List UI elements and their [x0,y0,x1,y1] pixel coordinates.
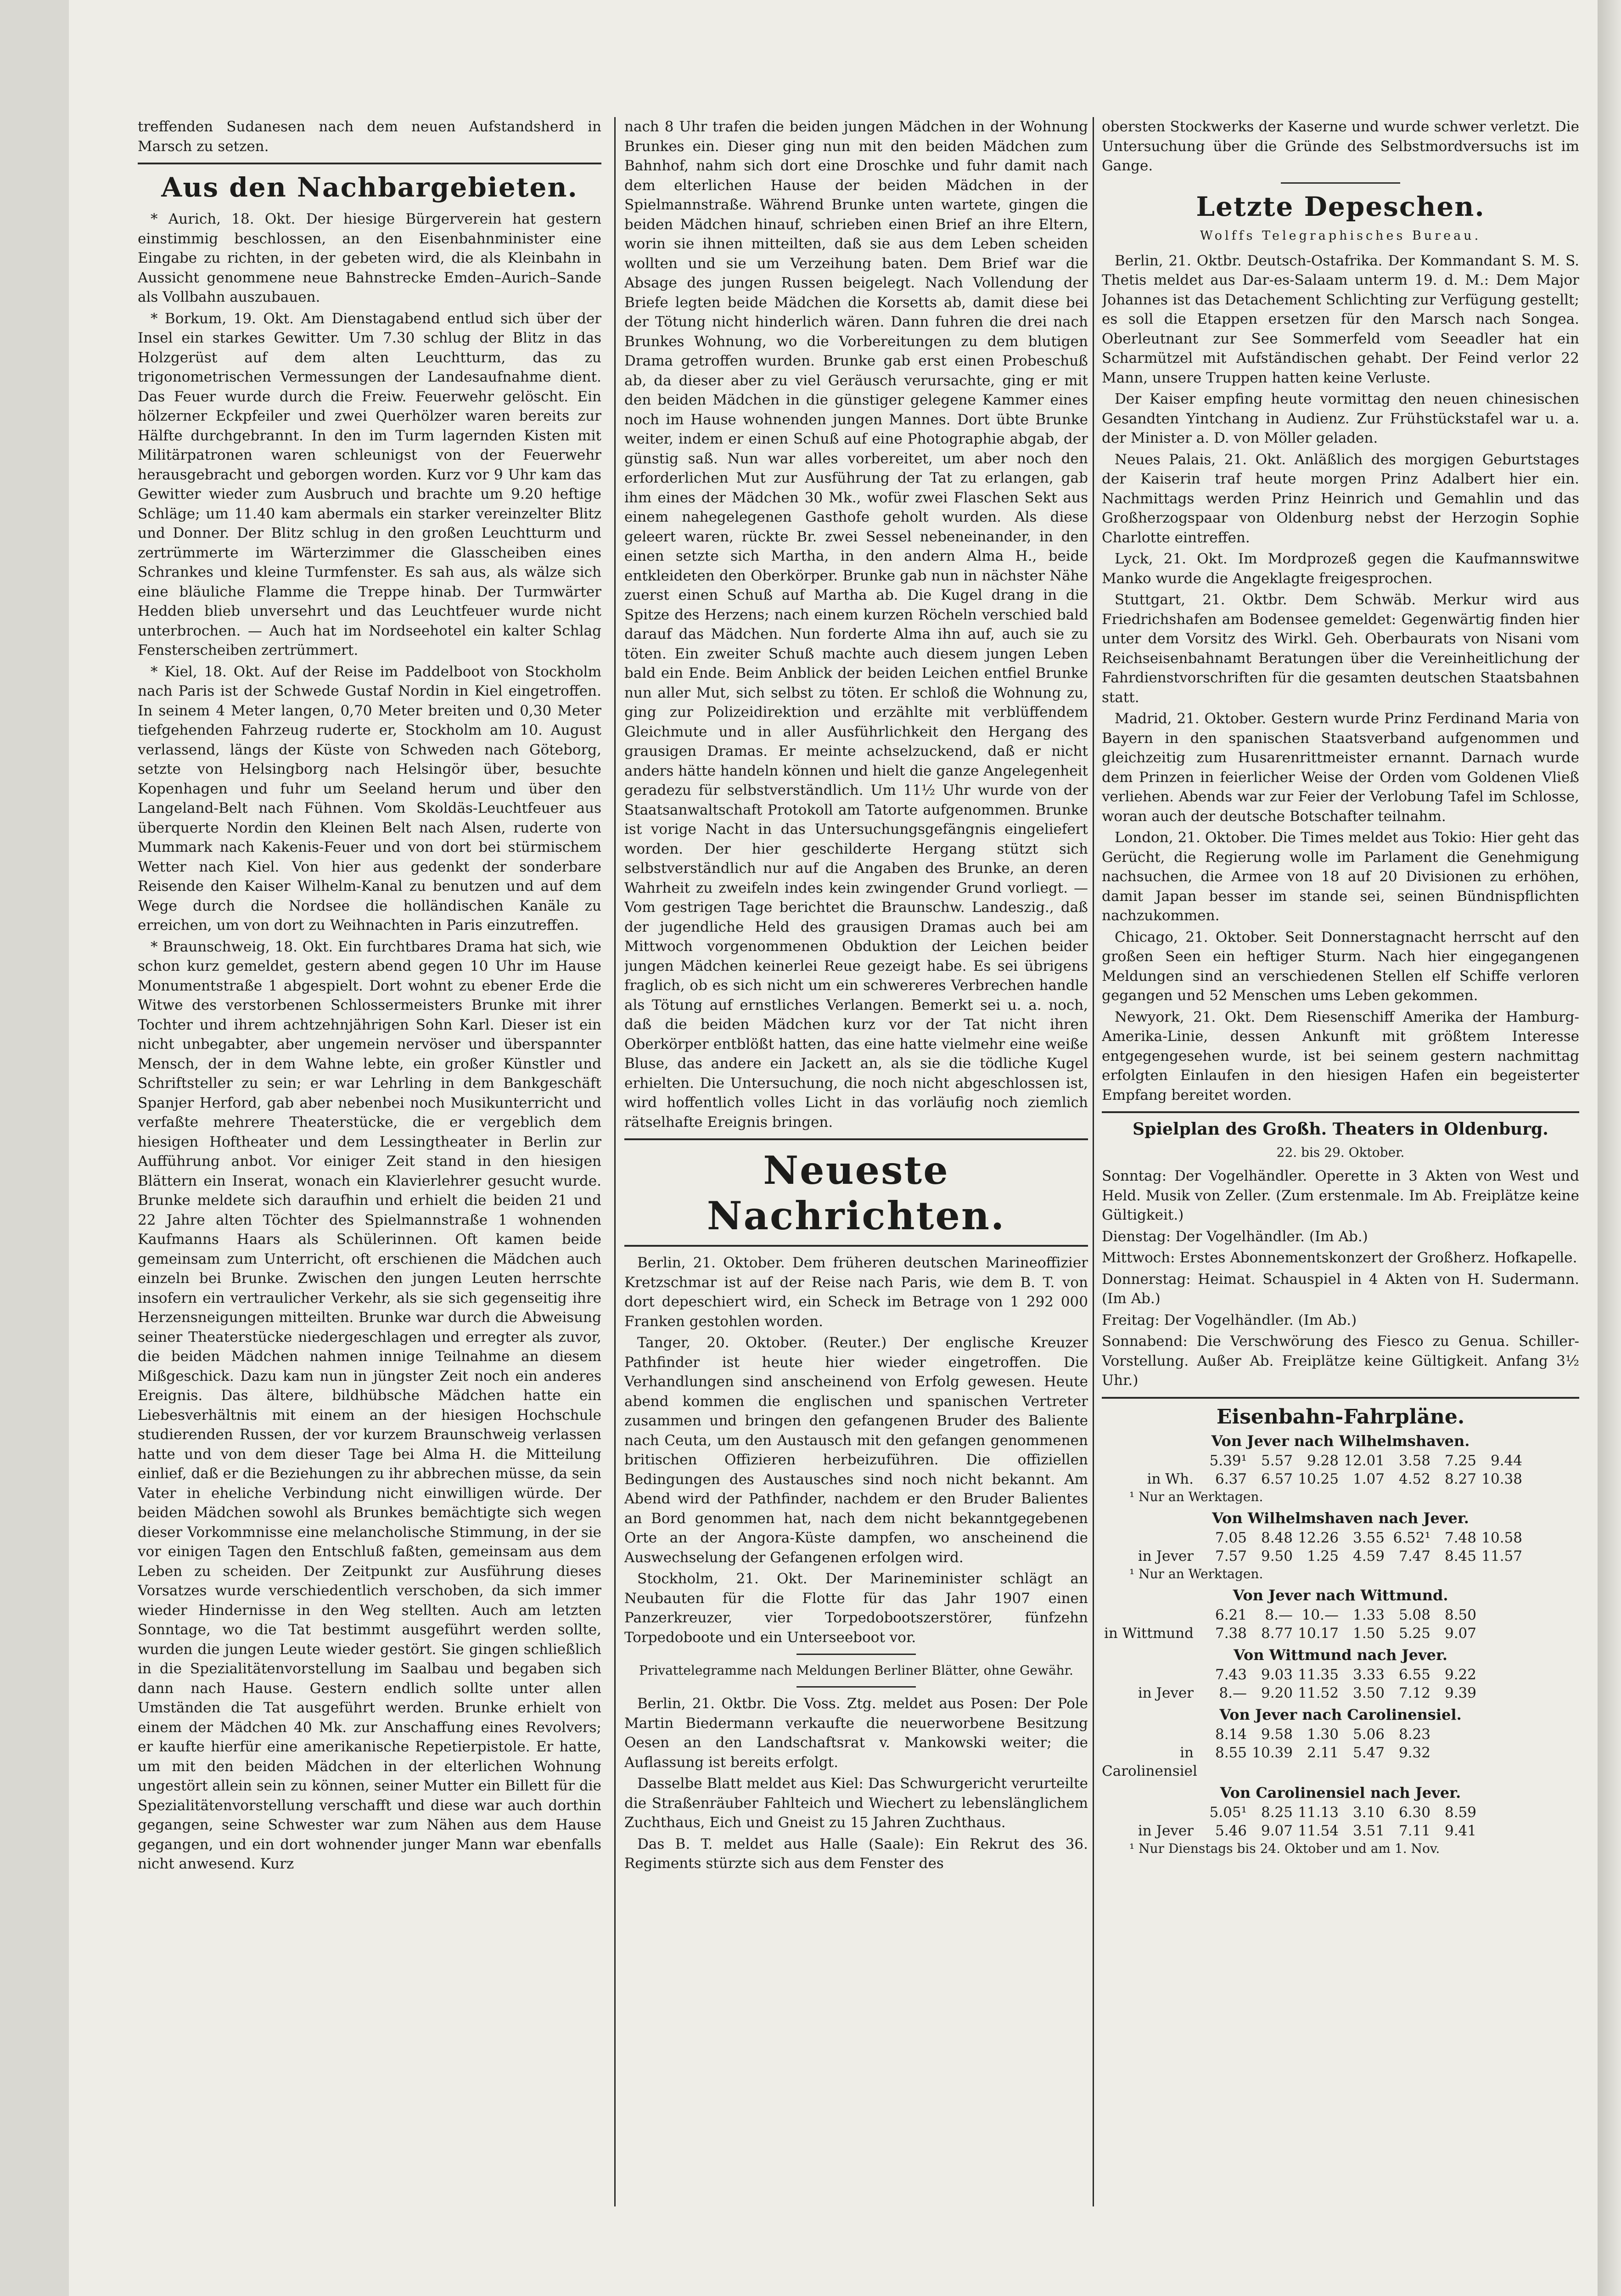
timetable-time: 9.50 [1261,1548,1293,1564]
timetable-time: 3.55 [1352,1529,1385,1546]
timetable-row-label [1102,1666,1201,1684]
timetable-row-label: in Jever [1138,1684,1194,1701]
timetable-time: 11.35 [1298,1666,1339,1683]
dispatch-berlin-ostafrika: Berlin, 21. Oktbr. Deutsch-Ostafrika. Der Kommandant S. M. S. Thetis meldet aus Dar-es-Salaam unterm 19. d. M.: Dem Major Johannes ist das Detachement Schlichting zur Verfügung gestellt; es soll die Etappen ersetzen für den Marsch nach Songea. Oberleutnant zur See Sommerfeld vom Seeadler hat ein Scharmützel mit Aufständischen gehabt. Der Feind verlor 22 Mann, unsere Truppen hatten keine Verluste. [1102,252,1579,386]
timetable-time: 6.21 [1215,1606,1247,1623]
spielplan-entry: Mittwoch: Erstes Abonnementskonzert der Großherz. Hofkapelle. [1102,1249,1577,1266]
section-rule [624,1245,1088,1247]
dispatch-neues-palais: Neues Palais, 21. Okt. Anläßlich des morgigen Geburtstages der Kaiserin traf heute morgen Prinz Adalbert hier ein. Nachmittags werden Prinz Heinrich und Gemahlin und das Großherzogspaar von Oldenburg nebst der Herzogin Sophie Charlotte eintreffen. [1102,451,1579,546]
column-1 [138,117,601,2206]
timetable-time: 2.11 [1307,1744,1339,1761]
timetable-time: 6.57 [1261,1470,1293,1487]
timetable-time: 8.14 [1215,1726,1247,1743]
timetable-row [1102,1666,1579,1684]
timetable-route-title: Von Wittmund nach Jever. [1233,1646,1448,1664]
dispatch-london: London, 21. Oktober. Die Times meldet aus Tokio: Hier geht das Gerücht, die Regierung wolle im Parlament die Genehmigung nachsuchen, die Armee von 18 auf 20 Divisionen zu erhöhen, damit Japan besser im stande sei, seinen Bündnispflichten nachzukommen. [1102,829,1579,924]
column-3 [1102,117,1579,2206]
timetable-row [1102,1684,1579,1702]
section-rule [138,163,601,164]
timetable-row [1102,1725,1579,1744]
timetable-time: 8.59 [1444,1804,1476,1821]
news-berlin: Berlin, 21. Oktober. Dem früheren deutschen Marineoffizier Kretzschmar ist auf der Reise nach Paris, wie dem B. T. von dort depeschiert wird, ein Scheck im Betrage von 1 292 000 Franken gestohlen worden. [624,1255,1088,1330]
timetable-route-title: Von Carolinensiel nach Jever. [1220,1784,1461,1801]
timetable-time: 9.58 [1261,1726,1293,1743]
dispatch-stuttgart: Stuttgart, 21. Oktbr. Dem Schwäb. Merkur wird aus Friedrichshafen am Bodensee gemeldet: Gegenwärtig finden hier unter dem Vorsitz des Wirkl. Geh. Oberbaurats von Nisani vom Reichseisenbahnamt Beratungen über die Vereinheitlichung der Fahrdienstvorschriften für die gesamten deutschen Staatsbahnen statt. [1102,591,1579,706]
timetable-time: 7.43 [1215,1666,1247,1683]
spielplan-title: Spielplan des Großh. Theaters in Oldenburg. [1133,1120,1548,1139]
dispatch-kaiser: Der Kaiser empfing heute vormittag den neuen chinesischen Gesandten Yintchang in Audienz. Zur Frühstückstafel war u. a. der Minister a. D. von Möller geladen. [1102,391,1579,446]
timetable-time: 9.07 [1444,1625,1476,1642]
timetable-time: 1.25 [1307,1548,1339,1564]
article-braunschweig: * Braunschweig, 18. Okt. Ein furchtbares Drama hat sich, wie schon kurz gemeldet, gestern abend gegen 10 Uhr im Hause Monumentstraße 1 abgespielt. Dort wohnt zu ebener Erde die Witwe des verstorbenen Schlossermeisters Brunke mit ihrer Tochter und ihrem achtzehnjährigen Sohn Karl. Dieser ist ein nicht unbegabter, aber ungemein nervöser und überspannter Mensch, der in dem Wahne lebte, ein großer Künstler und Schriftsteller zu sein; er war Lehrling in dem Bankgeschäft Spanjer Herford, gab aber nebenbei noch Musikunterricht und verfaßte mehrere Theaterstücke, die er vergeblich dem hiesigen Hoftheater und dem Lessingtheater in Berlin zur Aufführung anbot. Vor einiger Zeit stand in den hiesigen Blättern ein Inserat, wonach ein Klavierlehrer gesucht wurde. Brunke meldete sich daraufhin und erhielt die beiden 21 und 22 Jahre alten Töchter des Spielmannstraße 1 wohnenden Kaufmanns Haars als Schülerinnen. Oft kamen beide gemeinsam zum Unterricht, oft erschienen die Mädchen auch einzeln bei Brunke. Zwischen den jungen Leuten herrschte insofern ein vertraulicher Verkehr, als sie sich gegenseitig ihre Herzensneigungen mitteilten. Brunke war durch die Abweisung seiner Theaterstücke niedergeschlagen und erregter als zuvor, die beiden Mädchen nahmen innige Teilnahme an diesem Mißgeschick. Dazu kam nun in jüngster Zeit noch ein anderes Ereignis. Das ältere, bildhübsche Mädchen hatte ein Liebesverhältnis mit einem an der hiesigen Hochschule studierenden Russen, der vor kurzem Braunschweig verlassen hatte und von dem dieser Tage bei Alma H. die Mitteilung einlief, daß er die Beziehungen zu ihr abbrechen müsse, da sein Vater in eheliche Verbindung nicht einwilligen würde. Der beiden Mädchen sowohl als Brunkes bemächtigte sich wegen dieser Vorkommnisse eine melancholische Stimmung, in der sie vor einigen Tagen den Entschluß faßten, gemeinsam aus dem Leben zu scheiden. Der Zeitpunkt zur Ausführung dieses Vorsatzes wurde verschiedentlich verschoben, da sich immer wieder Hindernisse in den Weg stellten. Auch am letzten Sonntage, wo die Tat bestimmt ausgeführt werden sollte, wurden die jungen Leute wieder gestört. Sie gingen schließlich in die Spezialitätenvorstellung im Saalbau und begaben sich dann nach Hause. Gestern endlich sollte unter allen Umständen die Tat ausgeführt werden. Brunke erhielt von einem der Mädchen 40 Mk. zur Anschaffung eines Revolvers; er kaufte hierfür eine amerikanische Repetierpistole. Er hatte, um mit den beiden Mädchen in der elterlichen Wohnung ungestört allein sein zu können, seiner Mutter ein Billett für die Spezialitätenvorstellung verschafft und diese war auch dorthin gegangen, seine Schwester war zum Nähen aus dem Hause gegangen, und ein dort wohnender junger Mann war ebenfalls nicht anwesend. Kurz [138,938,601,1872]
timetable-row [1102,1470,1579,1488]
timetable-time: 10.— [1301,1606,1339,1623]
timetable-time: 7.57 [1215,1548,1247,1564]
page-fold-shadow [1598,0,1621,2296]
timetable-time: 4.59 [1352,1548,1385,1564]
timetable-row [1102,1803,1579,1822]
timetable-row [1102,1624,1579,1643]
timetable-time: 5.08 [1398,1606,1430,1623]
timetable-time: 7.05 [1215,1529,1247,1546]
timetable-row-label [1102,1452,1201,1470]
timetable-time: 9.39 [1444,1684,1476,1701]
timetable-time: 3.51 [1352,1822,1385,1839]
timetable-row-label: in Wittmund [1104,1625,1194,1642]
timetable-time: 8.— [1265,1606,1293,1623]
timetable-route-title: Von Wilhelmshaven nach Jever. [1212,1509,1469,1527]
timetable-time: 7.47 [1398,1548,1430,1564]
news-halle: Das B. T. meldet aus Halle (Saale): Ein Rekrut des 36. Regiments stürzte sich aus dem Fenster des [624,1835,1088,1872]
dispatch-newyork: Newyork, 21. Okt. Dem Riesenschiff Amerika der Hamburg-Amerika-Linie, dessen Ankunft mit größtem Interesse entgegengesehen wurde, ist bei seinem gestern nachmittag erfolgten Einlaufen in den hiesigen Hafen ein begeisterter Empfang bereitet worden. [1102,1008,1579,1103]
timetable-row-label: in Wh. [1147,1470,1194,1487]
timetable-time: 10.25 [1298,1470,1339,1487]
timetable-row [1102,1822,1579,1840]
short-rule [796,1654,916,1655]
timetable-time: 9.44 [1490,1452,1522,1469]
section-rule [1102,1397,1579,1399]
timetable-time: 3.33 [1352,1666,1385,1683]
timetable-time: 3.58 [1398,1452,1430,1469]
wire-service-subtitle: Wolffs Telegraphisches Bureau. [1200,228,1481,243]
section-rule [624,1138,1088,1140]
article-intro: treffenden Sudanesen nach dem neuen Aufstandsherd in Marsch zu setzen. [138,118,601,155]
timetable-time: 1.30 [1307,1726,1339,1743]
timetable-time: 5.46 [1215,1822,1247,1839]
private-telegram-note: Privattelegramme nach Meldungen Berliner Blätter, ohne Gewähr. [639,1663,1073,1678]
timetable-row-label [1102,1725,1201,1744]
timetable-row [1102,1529,1579,1547]
timetable-footnote: ¹ Nur an Werktagen. [1129,1566,1263,1581]
timetable-time: 8.48 [1261,1529,1293,1546]
timetable-time: 5.06 [1352,1726,1385,1743]
timetable-time: 9.41 [1444,1822,1476,1839]
timetable-row [1102,1547,1579,1565]
timetable-time: 3.50 [1352,1684,1385,1701]
timetable-route-title: Von Jever nach Wittmund. [1233,1586,1448,1604]
timetable-time: 10.38 [1481,1470,1522,1487]
timetable-time: 8.50 [1444,1606,1476,1623]
timetable-time: 9.22 [1444,1666,1476,1683]
timetable-row [1102,1452,1579,1470]
timetable-time: 10.17 [1298,1625,1339,1642]
news-halle-continued: obersten Stockwerks der Kaserne und wurde schwer verletzt. Die Untersuchung über die Gründe des Selbstmordversuchs ist im Gange. [1102,118,1579,174]
article-borkum: * Borkum, 19. Okt. Am Dienstagabend entlud sich über der Insel ein starkes Gewitter. Um 7.30 schlug der Blitz in das Holzgerüst auf dem alten Leuchtturm, das zu trigonometrischen Vermessungen der Landesaufnahme dient. Das Feuer wurde durch die Freiw. Feuerwehr gelöscht. Ein hölzerner Eckpfeiler und zwei Querhölzer waren bereits zur Hälfte durchgebrannt. In den im Turm lagernden Kisten mit Militärpatronen waren schleunigst von der Feuerwehr herausgebracht und geborgen worden. Kurz vor 9 Uhr kam das Gewitter wieder zum Ausbruch und brachte um 9.20 heftige Schläge; um 11.40 kam abermals ein starker vereinzelter Blitz und Donner. Der Blitz schlug in den großen Leuchtturm und zertrümmerte im Wärterzimmer die Glasscheiben eines Schrankes und kleine Turmfenster. Es sah aus, als wälze sich eine bläuliche Flamme die Treppe hinab. Der Turmwärter Hedden blieb unversehrt und das Leuchtfeuer wurde nicht unterbrochen. — Auch hat im Nordseehotel ein kalter Schlag Fensterscheiben zertrümmert. [138,310,601,658]
section-heading-neueste-nachrichten: Neueste Nachrichten. [707,1148,1006,1238]
column-divider [1093,117,1094,2206]
timetable-time: 8.77 [1261,1625,1293,1642]
timetable-footnote: ¹ Nur an Werktagen. [1129,1489,1263,1504]
timetable-time: 1.07 [1352,1470,1385,1487]
column-2 [624,117,1088,2206]
timetable-time: 11.52 [1298,1684,1339,1701]
timetable-time: 6.37 [1215,1470,1247,1487]
spielplan-dates: 22. bis 29. Oktober. [1276,1145,1405,1160]
timetable-time: 1.33 [1352,1606,1385,1623]
article-kiel: * Kiel, 18. Okt. Auf der Reise im Paddelboot von Stockholm nach Paris ist der Schwede Gustaf Nordin in Kiel eingetroffen. In seinem 4 Meter langen, 0,70 Meter breiten und 0,30 Meter tiefgehenden Fahrzeug ruderte er, Stockholm am 10. August verlassend, längs der Küste von Schweden nach Göteborg, setzte von Helsingborg nach Helsingör über, besuchte Kopenhagen und fuhr um Seeland herum und über den Langeland-Belt nach Fühnen. Vom Skoldäs-Leuchtfeuer aus überquerte Nordin den Kleinen Belt nach Alsen, ruderte von Mummark nach Kakenis-Feuer und von dort bei stürmischem Wetter nach Kiel. Von hier aus gedenkt der sonderbare Reisende den Kaiser Wilhelm-Kanal zu benutzen und auf dem Wege durch die Nordsee die holländischen Kanäle zu erreichen, um von dort zu Weihnachten in Paris einzutreffen. [138,663,601,934]
timetable-route-title: Von Jever nach Wilhelmshaven. [1211,1432,1470,1450]
timetable-time: 7.12 [1398,1684,1430,1701]
timetable-time: 9.20 [1261,1684,1293,1701]
timetable-time: 11.13 [1298,1804,1339,1821]
timetable-route-title: Von Jever nach Carolinensiel. [1219,1705,1462,1723]
timetable-time: 11.57 [1481,1548,1522,1564]
dispatch-chicago: Chicago, 21. Oktober. Seit Donnerstagnacht herrscht auf den großen Seen ein heftiger Sturm. Nach hier eingegangenen Meldungen sind an verschiedenen Stellen elf Schiffe verloren gegangen und 52 Menschen ums Leben gekommen. [1102,929,1579,1004]
spielplan-entry: Freitag: Der Vogelhändler. (Im Ab.) [1102,1311,1357,1328]
timetable-time: 7.38 [1215,1625,1247,1642]
timetable-time: 8.45 [1444,1548,1476,1564]
timetable-time: 6.55 [1398,1666,1430,1683]
news-berlin-posen: Berlin, 21. Oktbr. Die Voss. Ztg. meldet aus Posen: Der Pole Martin Biedermann verkaufte die neuerworbene Besitzung Oesen an den Landschaftsrat v. Mankowski weiter; die Auflassung ist bereits erfolgt. [624,1695,1088,1771]
spielplan-entry: Sonnabend: Die Verschwörung des Fiesco zu Genua. Schiller-Vorstellung. Außer Ab. Freiplätze keine Gültigkeit. Anfang 3½ Uhr.) [1102,1333,1579,1389]
timetable-time: 6.52¹ [1393,1529,1430,1546]
timetable-time: 8.25 [1261,1804,1293,1821]
timetable-time: 8.— [1219,1684,1247,1701]
timetable-time: 9.07 [1261,1822,1293,1839]
timetable-time: 9.32 [1398,1744,1430,1761]
timetable-time: 10.39 [1252,1744,1293,1761]
timetable-time: 12.01 [1344,1452,1385,1469]
timetable-time: 5.25 [1398,1625,1430,1642]
timetable-time: 3.10 [1352,1804,1385,1821]
timetable-time: 7.11 [1398,1822,1430,1839]
spielplan-entry: Dienstag: Der Vogelhändler. (Im Ab.) [1102,1228,1368,1245]
column-divider [614,117,616,2206]
timetable-time: 10.58 [1481,1529,1522,1546]
timetable-time: 7.48 [1444,1529,1476,1546]
timetable-title: Eisenbahn-Fahrpläne. [1216,1405,1465,1429]
timetable-row [1102,1744,1579,1780]
timetable-time: 12.26 [1298,1529,1339,1546]
timetable-time: 9.28 [1307,1452,1339,1469]
section-rule [1102,1111,1579,1113]
article-braunschweig-continued: nach 8 Uhr trafen die beiden jungen Mädchen in der Wohnung Brunkes ein. Dieser ging nun mit den beiden Mädchen zum Bahnhof, nahm sich dort eine Droschke und fuhr damit nach dem elterlichen Hause der beiden Mädchen in der Spielmannstraße. Während Brunke unten wartete, gingen die beiden Mädchen hinauf, schrieben einen Brief an ihre Eltern, worin sie ihnen mitteilten, daß sie aus dem Leben scheiden wollten und sie um Verzeihung baten. Dem Brief war die Absage des jungen Russen beigelegt. Nach Vollendung der Briefe legten beide Mädchen die Korsetts ab, damit diese bei der Tötung nicht hinderlich wären. Dann fuhren die drei nach Brunkes Wohnung, wo die Vorbereitungen zu dem blutigen Drama getroffen wurden. Brunke gab erst einen Probeschuß ab, da dieser aber zu viel Geräusch verursachte, ging er mit den beiden Mädchen in die günstiger gelegene Kammer eines noch im Hause wohnenden jungen Mannes. Dort übte Brunke weiter, indem er einen Schuß auf eine Photographie abgab, der günstig saß. Nun war alles vorbereitet, um aber noch den erforderlichen Mut zur Ausführung der Tat zu erlangen, gab ihm eines der Mädchen 30 Mk., wofür zwei Flaschen Sekt aus einem nahegelegenen Gasthofe geholt wurden. Als diese geleert waren, rückte Br. zwei Sessel nebeneinander, in den einen setzte sich Martha, in den andern Alma H., beide entkleideten den Oberkörper. Brunke gab nun in nächster Nähe zuerst einen Schuß auf Martha ab. Die Kugel drang in die Spitze des Herzens; nach einem kurzen Röcheln verschied bald darauf das Mädchen. Nun forderte Alma ihn auf, auch sie zu töten. Ein zweiter Schuß machte auch diesem jungen Leben bald ein Ende. Beim Anblick der beiden Leichen entfiel Brunke nun aller Mut, sich selbst zu töten. Er schloß die Wohnung zu, ging zur Polizeidirektion und erzählte mit verblüffendem Gleichmute und in aller Ausführlichkeit den Hergang des grausigen Dramas. Er meinte achselzuckend, daß er nicht anders hätte handeln können und hielt die ganze Angelegenheit geradezu für selbstverständlich. Um 11½ Uhr wurde von der Staatsanwaltschaft Protokoll am Tatorte aufgenommen. Brunke ist vorige Nacht in das Untersuchungsgefängnis eingeliefert worden. Der hier geschilderte Hergang stützt sich selbstverständlich nur auf die Angaben des Brunke, an deren Wahrheit zu zweifeln indes kein zwingender Grund vorliegt. — Vom gestrigen Tage berichtet die Braunschw. Landeszig., daß der jugendliche Held des grausigen Dramas auch bei am Mittwoch vorgenommenen Obduktion der Leichen beider jungen Mädchen keinerlei Reue gezeigt habe. Es sei übrigens fraglich, ob es sich nicht um ein schwereres Verbrechen handle als Tötung auf ernstliches Verlangen. Bemerkt sei u. a. noch, daß die beiden Mädchen kurz vor der Tat nicht ihren Oberkörper entblößt hatten, das eine hatte vielmehr eine weiße Bluse, das andere ein Jackett an, als sie die tödliche Kugel erhielten. Die Untersuchung, die noch nicht abgeschlossen ist, wird hoffentlich volles Licht in das vorläufig noch ziemlich rätselhafte Ereignis bringen. [624,118,1088,1131]
section-heading-letzte-depeschen: Letzte Depeschen. [1196,191,1485,222]
timetable-time: 8.55 [1215,1744,1247,1761]
timetable-time: 6.30 [1398,1804,1430,1821]
timetable-time: 8.27 [1444,1470,1476,1487]
spielplan-entry: Donnerstag: Heimat. Schauspiel in 4 Akten von H. Sudermann. (Im Ab.) [1102,1271,1579,1307]
news-tanger: Tanger, 20. Oktober. (Reuter.) Der englische Kreuzer Pathfinder ist heute hier wieder eingetroffen. Die Verhandlungen sind anscheinend von Erfolg gewesen. Heute abend kommen die englischen und spanischen Vertreter zusammen und bringen den gefangenen Bruder des Baliente nach Ceuta, um den Austausch mit den gefangen genommenen britischen Offizieren herbeizuführen. Die offiziellen Bedingungen des Austausches sind noch nicht bekannt. Am Abend wird der Pathfinder, nachdem er den Bruder Balientes an Bord genommen hat, nach dem nicht bekanntgegebenen Orte an der Angora-Küste dampfen, wo anscheinend die Auswechselung der Gefangenen erfolgen wird. [624,1334,1088,1566]
news-stockholm: Stockholm, 21. Okt. Der Marineminister schlägt an Neubauten für die Flotte für das Jahr 1907 einen Panzerkreuzer, vier Torpedobootszerstörer, fünfzehn Torpedoboote und ein Unterseeboot vor. [624,1570,1088,1646]
timetable-time: 1.50 [1352,1625,1385,1642]
timetable-row-label [1102,1606,1201,1624]
timetable-time: 11.54 [1298,1822,1339,1839]
timetable-time: 7.25 [1444,1452,1476,1469]
timetable-footnote: ¹ Nur Dienstags bis 24. Oktober und am 1. Nov. [1129,1840,1440,1856]
timetable-row-label [1102,1529,1201,1547]
timetable-time: 4.52 [1398,1470,1430,1487]
timetable-time: 8.23 [1398,1726,1430,1743]
spielplan-entry: Sonntag: Der Vogelhändler. Operette in 3 Akten von West und Held. Musik von Zeller. (Zum erstenmale. Im Ab. Freiplätze keine Gültigkeit.) [1102,1168,1579,1223]
news-kiel-schwurgericht: Dasselbe Blatt meldet aus Kiel: Das Schwurgericht verurteilte die Straßenräuber Fahlteich und Wiechert zu lebenslänglichem Zuchthaus, Eich und Gneist zu 15 Jahren Zuchthaus. [624,1775,1088,1831]
timetable-time: 5.05¹ [1209,1804,1247,1821]
timetable-row-label [1102,1803,1201,1822]
short-rule [796,1686,916,1688]
short-rule [1281,182,1400,184]
timetable-time: 5.39¹ [1209,1452,1247,1469]
timetable-time: 5.57 [1261,1452,1293,1469]
section-heading-nachbargebiete: Aus den Nachbargebieten. [161,172,578,203]
article-aurich: * Aurich, 18. Okt. Der hiesige Bürgerverein hat gestern einstimmig beschlossen, an den Eisenbahnminister eine Eingabe zu richten, in der gebeten wird, die als Kleinbahn in Aussicht genommene neue Bahnstrecke Emden–Aurich–Sande als Vollbahn auszubauen. [138,211,601,305]
timetable-row-label: in Jever [1138,1822,1194,1839]
timetable-row-label: in Jever [1138,1548,1194,1564]
timetable-row [1102,1606,1579,1624]
timetable-time: 5.47 [1352,1744,1385,1761]
dispatch-madrid: Madrid, 21. Oktober. Gestern wurde Prinz Ferdinand Maria von Bayern in den spanischen Staatsverband aufgenommen und gleichzeitig zum Husarenrittmeister ernannt. Darnach wurde dem Prinzen in feierlicher Weise der Orden vom Goldenen Vließ verliehen. Abends war zur Feier der Verlobung Tafel im Schlosse, woran auch der deutsche Botschafter teilnahm. [1102,710,1579,825]
railway-timetable [1102,1432,1579,1857]
timetable-time: 9.03 [1261,1666,1293,1683]
timetable-row-label: in Carolinensiel [1102,1744,1197,1779]
dispatch-lyck: Lyck, 21. Okt. Im Mordprozeß gegen die Kaufmannswitwe Manko wurde die Angeklagte freigesprochen. [1102,551,1579,587]
